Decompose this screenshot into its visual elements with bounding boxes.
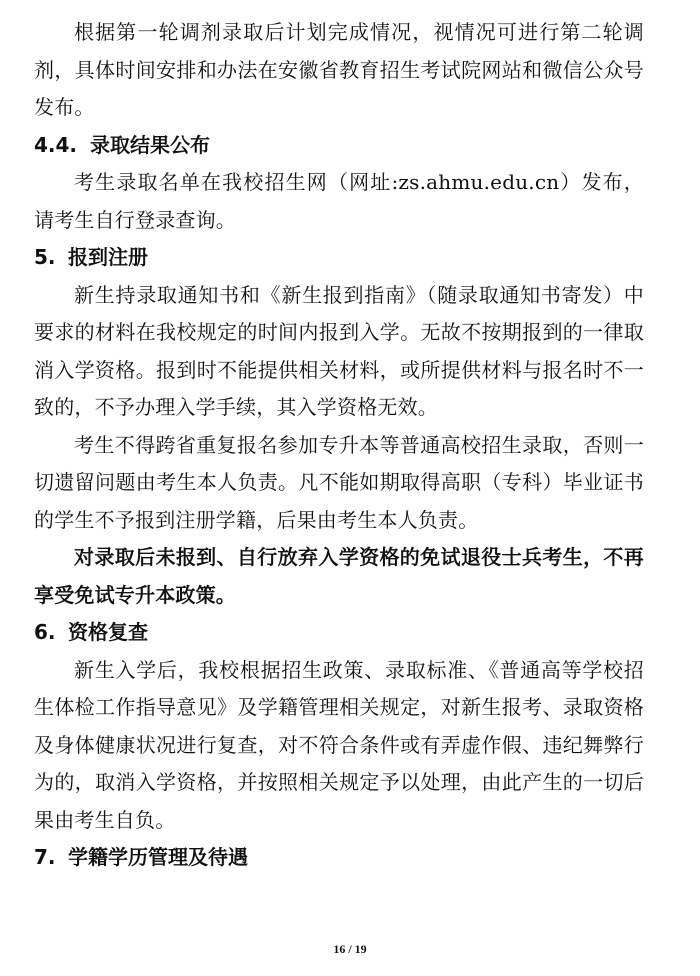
paragraph-registration: 新生持录取通知书和《新生报到指南》（随录取通知书寄发）中要求的材料在我校规定的时间内报到入学。无故不按期报到的一律取消入学资格。报到时不能提供相关材料，或所提供材料与报名时不一致的，不予办理入学手续，其入学资格无效。 bbox=[34, 282, 644, 419]
section-number: 6. bbox=[34, 620, 56, 644]
section-number: 5. bbox=[34, 245, 56, 269]
page-number: 16 / 19 bbox=[333, 942, 367, 956]
section-title: 资格复查 bbox=[68, 620, 148, 644]
section-title: 报到注册 bbox=[68, 245, 148, 269]
section-heading-6 bbox=[34, 614, 644, 652]
paragraph-qualification-review: 新生入学后，我校根据招生政策、录取标准、《普通高等学校招生体检工作指导意见》及学籍管理相关规定，对新生报考、录取资格及身体健康状况进行复查，对不符合条件或有弄虚作假、违纪舞弊行为的，取消入学资格，并按照相关规定予以处理，由此产生的一切后果由考生自负。 bbox=[34, 657, 644, 832]
section-heading-7 bbox=[34, 839, 644, 877]
section-heading-4-4 bbox=[34, 127, 644, 165]
document-body bbox=[34, 14, 644, 877]
section-title: 录取结果公布 bbox=[90, 132, 210, 157]
section-number: 4.4. bbox=[34, 132, 78, 157]
section-number: 7. bbox=[34, 845, 56, 869]
paragraph-admission-results: 考生录取名单在我校招生网（网址:zs.ahmu.edu.cn）发布，请考生自行登录查询。 bbox=[34, 170, 644, 232]
section-heading-5 bbox=[34, 239, 644, 277]
paragraph-second-round-adjustment: 根据第一轮调剂录取后计划完成情况，视情况可进行第二轮调剂，具体时间安排和办法在安徽省教育招生考试院网站和微信公众号发布。 bbox=[34, 20, 644, 119]
paragraph-duplicate-application: 考生不得跨省重复报名参加专升本等普通高校招生录取，否则一切遗留问题由考生本人负责。凡不能如期取得高职（专科）毕业证书的学生不予报到注册学籍，后果由考生本人负责。 bbox=[34, 432, 644, 532]
paragraph-veteran-policy: 对录取后未报到、自行放弃入学资格的免试退役士兵考生，不再享受免试专升本政策。 bbox=[34, 545, 644, 607]
section-title: 学籍学历管理及待遇 bbox=[68, 845, 248, 869]
